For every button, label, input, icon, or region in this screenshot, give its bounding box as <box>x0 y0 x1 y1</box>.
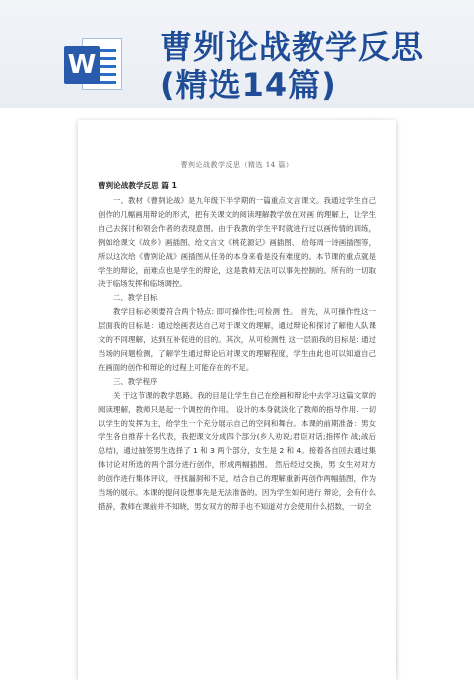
page-header: 曹刿论战教学反思（精选 14 篇） <box>180 161 294 169</box>
word-logo-tile: W <box>64 46 100 84</box>
document-banner <box>0 0 474 108</box>
section-title-procedure: 三、教学程序 <box>113 376 158 386</box>
document-title <box>160 28 460 104</box>
paragraph-objectives: 教学目标必须要符合两个特点: 即可操作性;可检测 性。 首先，从可操作性这一层面我的目标是：通过绘画表达自己对于课文的理解，通过辩论和探讨了解他人队课文的不同理解，达到互补促进的目的。其次，从可检测性 这一层面我的目标是: 通过当场的问题检测，了解学生通过辩论后对课文的理解程度，学生由此也可以知道自己在画面的创作和辩论的过程上可能存在的不足。 <box>98 307 376 372</box>
section-heading: 曹刿论战教学反思 篇 1 <box>98 181 177 190</box>
section-title-objectives: 二、教学目标 <box>113 293 158 303</box>
document-page <box>78 120 396 680</box>
paragraph-textbook: 一、教材《曹刿论战》是九年级下半学期的一篇重点文言课文。我通过学生自己创作的几幅画用辩论的形式，把有关课文的阅读理解教学放在对画 的理解上，让学生自己去探讨和领会作者的表现意图。由于我教的学生平时就进行过以画传情的训练，例如给课文《故乡》画插图、给文言文《桃花源记》画插图、 给每周一诗画插图等，所以这次给《曹刿论战》画插图从任务的本身来看是没有难度的。本节课的重点就是学生的辩论，而难点也是学生的辩论，这是教师无法可以事先控制的。所有的一切取决于临场发挥和临场调控。 <box>98 196 376 289</box>
title-line-2: (精选14篇) <box>160 66 337 104</box>
word-document-icon <box>64 38 122 90</box>
paragraph-procedure: 关 于这节课的教学思路。我的目是让学生自己在绘画和辩论中去学习这篇文章的阅读理解，教师只是起一个调控的作用。 设计的本身就淡化了教师的指导作用. 一切 以学生的发挥为主，给学生一个充分展示自己的空间和舞台。本课的前期准备：男女学生各自推荐十名代表，我把课文分成四个部分(乡人劝说;君臣对话;指挥作 战;战后总结)，通过抽签男生选择了 1 和 3 两个部分，女生是 2 和 4。接着各自回去通过集体讨论对所选的两个部分进行创作，形成两幅插图。 然后经过交换，男 女生对对方的创作进行集体评议，寻找漏洞和不足，结合自己的理解重新再创作两幅插图，作为当场的展示。本课的提问设想事先是无法准备的。因为学生如何进行 辩论，会有什么措辞，教师在课前并不知晓，男女双方的辩手也不知道对方会使用什么招数，一切全 <box>98 390 376 511</box>
title-line-1: 曹刿论战教学反思 <box>160 28 425 66</box>
